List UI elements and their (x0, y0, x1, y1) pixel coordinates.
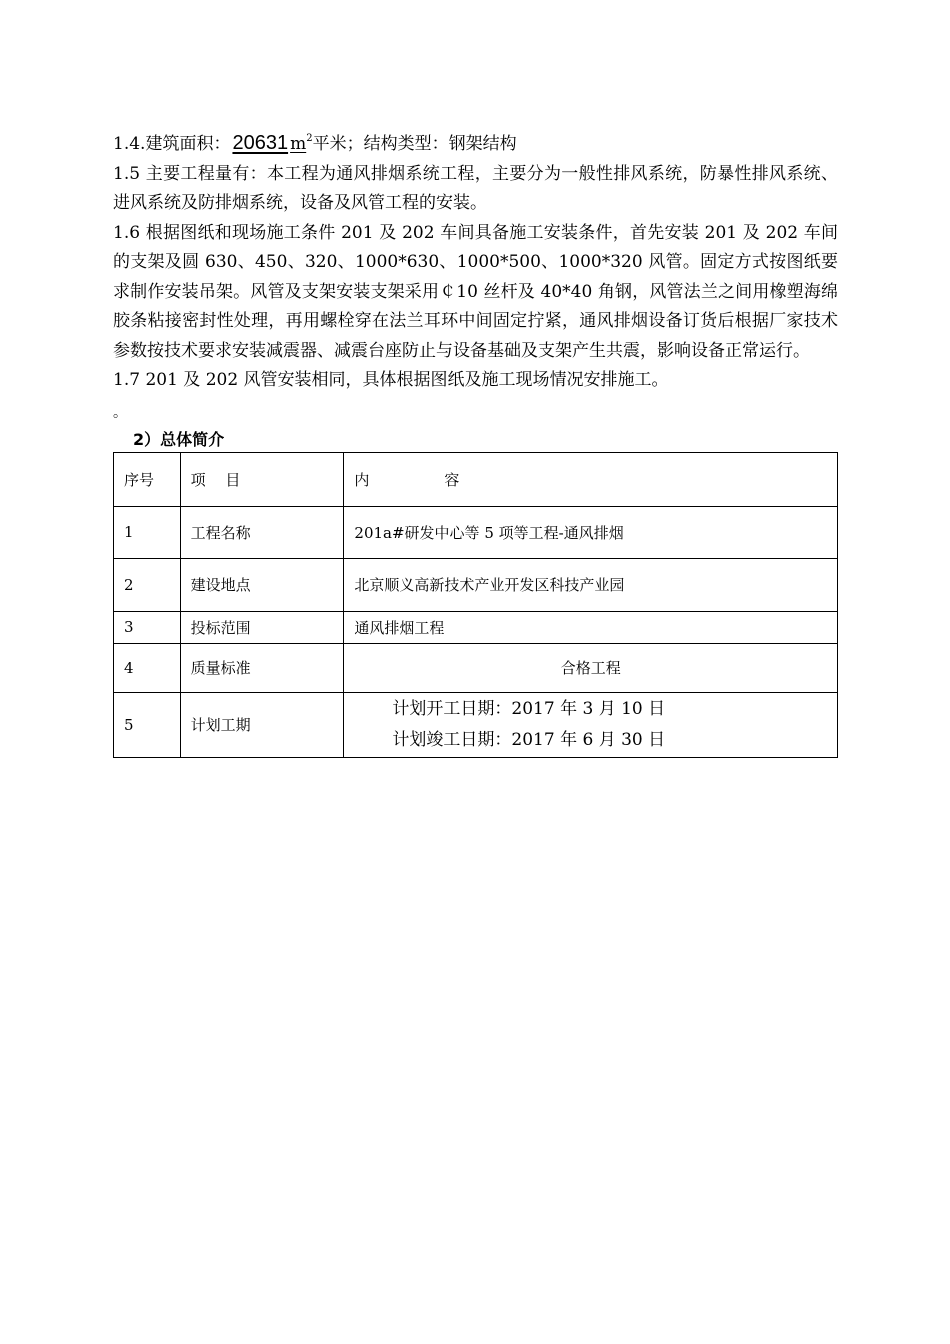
table-row (114, 558, 838, 611)
header-content: 内 容 (344, 452, 838, 506)
building-area-unit-superscript: 2 (306, 133, 313, 144)
row-item: 工程名称 (180, 506, 344, 558)
building-area-value: 20631 (232, 132, 289, 154)
building-area-label: 1.4.建筑面积： (113, 134, 231, 154)
paragraph-1-5: 1.5 主要工程量有：本工程为通风排烟系统工程，主要分为一般性排风系统，防暴性排风系统、进风系统及防排烟系统，设备及风管工程的安装。 (113, 163, 838, 213)
row-item: 建设地点 (180, 558, 344, 611)
trailing-period: 。 (113, 404, 127, 421)
row-content: 北京顺义高新技术产业开发区科技产业园 (344, 558, 838, 611)
row-item: 投标范围 (180, 611, 344, 643)
section-title: 2）总体简介 (133, 429, 225, 449)
building-area-unit: m (290, 134, 307, 154)
header-item: 项 目 (180, 452, 344, 506)
document-page (113, 124, 838, 758)
paragraph-1-6: 1.6 根据图纸和现场施工条件 201 及 202 车间具备施工安装条件，首先安装 201 及 202 车间的支架及圆 630、450、320、1000*630、1000*500、1000*320 风管。固定方式按图纸要求制作安装吊架。风管及支架安装支架采用￠10 丝杆及 40*40 角钢，风管法兰之间用橡塑海绵胶条粘接密封性处理，再用螺栓穿在法兰耳环中间固定拧紧，通风排烟设备订货后根据厂家技术参数按技术要求安装减震器、减震台座防止与设备基础及支架产生共震，影响设备正常运行。 (113, 222, 838, 361)
table-row (114, 643, 838, 692)
table-row (114, 611, 838, 643)
table-row (114, 692, 838, 757)
row-content: 通风排烟工程 (344, 611, 838, 643)
row-no: 4 (114, 643, 181, 692)
row-item: 质量标准 (180, 643, 344, 692)
row-content (344, 692, 838, 757)
row-content: 201a#研发中心等 5 项等工程-通风排烟 (344, 506, 838, 558)
row-content: 合格工程 (344, 643, 838, 692)
paragraph-1-4 (113, 124, 838, 160)
overview-table (113, 452, 838, 758)
row-no: 3 (114, 611, 181, 643)
table-header-row (114, 452, 838, 506)
planned-start-date: 计划开工日期：2017 年 3 月 10 日 (392, 698, 666, 719)
table-row (114, 506, 838, 558)
structure-type-text: 平米；结构类型：钢架结构 (312, 134, 517, 154)
row-no: 5 (114, 692, 181, 757)
row-no: 2 (114, 558, 181, 611)
paragraph-1-7: 1.7 201 及 202 风管安装相同，具体根据图纸及施工现场情况安排施工。 (113, 370, 669, 390)
planned-completion-date: 计划竣工日期：2017 年 6 月 30 日 (392, 729, 666, 750)
row-item: 计划工期 (180, 692, 344, 757)
row-no: 1 (114, 506, 181, 558)
header-no: 序号 (114, 452, 181, 506)
